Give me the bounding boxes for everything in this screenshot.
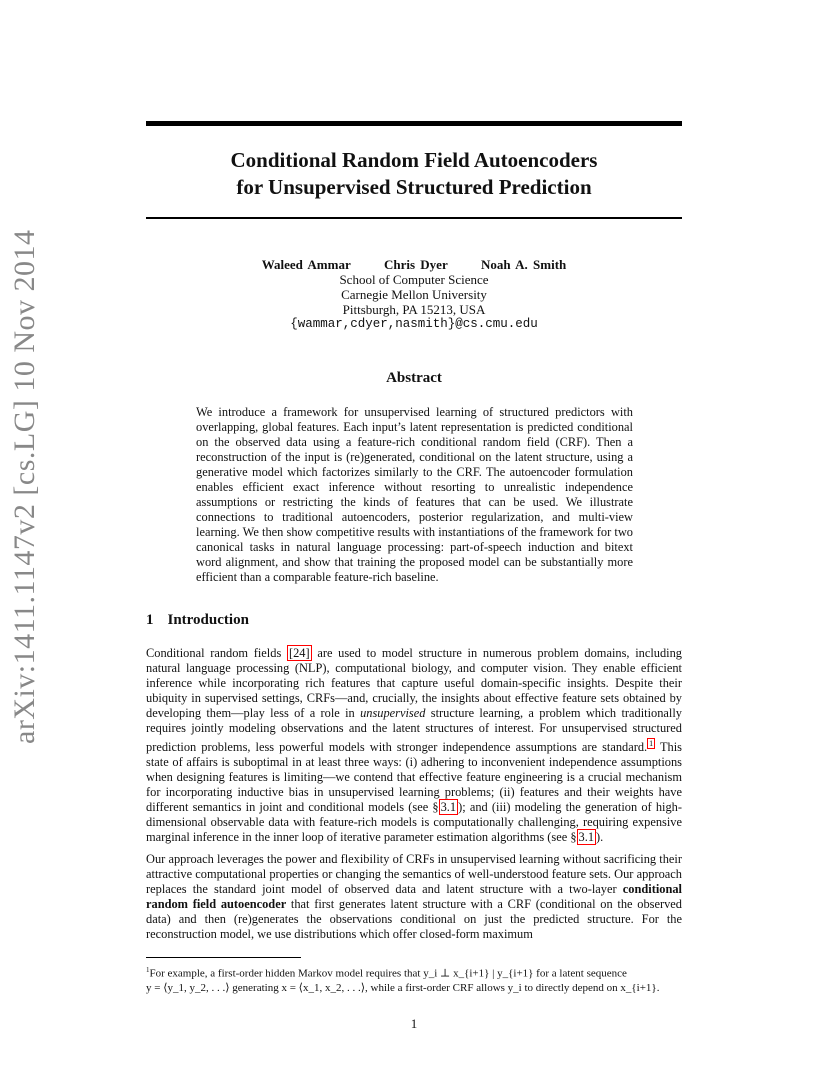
text-run: ); and (iii) modeling the generation of high-dimensional observable data with feature-rich models is computationally challenging, requiring expensive marginal inference in the inner loop of iterative parameter estimation algorithms (see § [146, 800, 683, 845]
text-run: Our approach leverages the power and flexibility of CRFs in unsupervised learning without sacrificing their attractive computational properties or changing the semantics of well-understood feature sets. Our approach replaces the standard joint model of observed data and latent structure with a two-layer [146, 852, 682, 897]
footnote-mark: 1 [146, 966, 150, 974]
paragraph-2 [146, 852, 682, 942]
footnote-link[interactable]: 1 [649, 739, 654, 748]
author-name: Chris Dyer [383, 257, 448, 272]
footnote-line-2: y = ⟨y_1, y_2, . . .⟩ generating x = ⟨x_1, x_2, . . .⟩, while a first-order CRF allows y_i to directly depend on x_{i+1}. [146, 981, 660, 994]
paragraph-1 [146, 646, 682, 845]
section-number: 1 [146, 612, 154, 628]
bold-term: conditional random field autoencoder [146, 882, 682, 912]
body-text [146, 646, 682, 949]
author-school: School of Computer Science [339, 272, 489, 287]
author-university: Carnegie Mellon University [341, 287, 487, 302]
section-title: Introduction [167, 612, 249, 628]
text-run: Conditional random fields [146, 646, 287, 660]
section-link[interactable]: 3.1 [440, 800, 457, 815]
footnote-text: For example, a first-order hidden Markov model requires that y_i ⊥ x_{i+1} | y_{i+1} for a latent sequence [149, 967, 627, 980]
text-run: are used to model structure in numerous problem domains, including natural language processing (NLP), computational biology, and computer vision. They enable efficient inference while incorporating rich features that capture useful domain-specific insights. Despite their ubiquity in supervised settings, CRFs—and, crucially, the insights about effective feature sets obtained by developing them—play less of a role in [146, 646, 682, 720]
title-top-rule [146, 121, 682, 126]
arxiv-stamp-text: arXiv:1411.1147v2 [cs.LG] 10 Nov 2014 [8, 229, 41, 744]
text-run: structure learning, a problem which traditionally requires jointly modeling observations and the latent structures of interest. For unsupervised structured prediction problems, less powerful models with stronger independence assumptions are standard. [146, 706, 683, 755]
title-line-2: for Unsupervised Structured Prediction [236, 175, 592, 199]
author-name: Waleed Ammar [261, 257, 351, 272]
footnote [146, 963, 682, 995]
footnote-rule [146, 957, 301, 958]
title-line-1: Conditional Random Field Autoencoders [230, 148, 598, 172]
section-link[interactable]: 3.1 [578, 830, 595, 845]
citation-link[interactable]: [24] [288, 646, 310, 660]
author-block [146, 257, 682, 332]
section-heading [146, 612, 249, 629]
author-name: Noah A. Smith [480, 257, 567, 272]
emphasis: unsupervised [360, 706, 426, 720]
author-city: Pittsburgh, PA 15213, USA [342, 302, 486, 317]
author-names [146, 257, 682, 272]
text-run: that first generates latent structure with a CRF (conditional on the observed data) and then (re)generates the observations conditional on just the predicted structure. For the reconstruction model, we use distributions which offer closed-form maximum [146, 897, 682, 942]
title-bottom-rule [146, 217, 682, 219]
author-email: {wammar,cdyer,nasmith}@cs.cmu.edu [290, 317, 538, 331]
footnote-line-1 [146, 963, 682, 981]
text-run: ). [596, 830, 604, 845]
text-run: This state of affairs is suboptimal in at least three ways: (i) adhering to inconvenient independence assumptions when designing features is limiting—we contend that effective feature engineering is a crucial mechanism for incorporating inductive bias in unsupervised learning problems; (ii) features and their weights have different semantics in joint and conditional models (see § [146, 740, 682, 815]
page-number: 1 [410, 1016, 418, 1031]
paper-title [146, 147, 682, 201]
abstract-heading: Abstract [386, 370, 442, 386]
abstract-text: We introduce a framework for unsupervised learning of structured predictors with overlapping, global features. Each input’s latent representation is predicted conditional on the observed data using a feature-rich conditional random field (CRF). Then a reconstruction of the input is (re)generated, conditional on the latent structure, using a generative model which factorizes similarly to the CRF. The autoencoder formulation enables efficient exact inference without resorting to unrealistic independence assumptions or restricting the kinds of features that can be used. We illustrate connections to traditional autoencoders, posterior regularization, and multi-view learning. We then show competitive results with instantiations of the framework for two canonical tasks in natural language processing: part-of-speech induction and bitext word alignment, and show that training the proposed model can be substantially more efficient than a comparable feature-rich baseline. [196, 405, 633, 584]
